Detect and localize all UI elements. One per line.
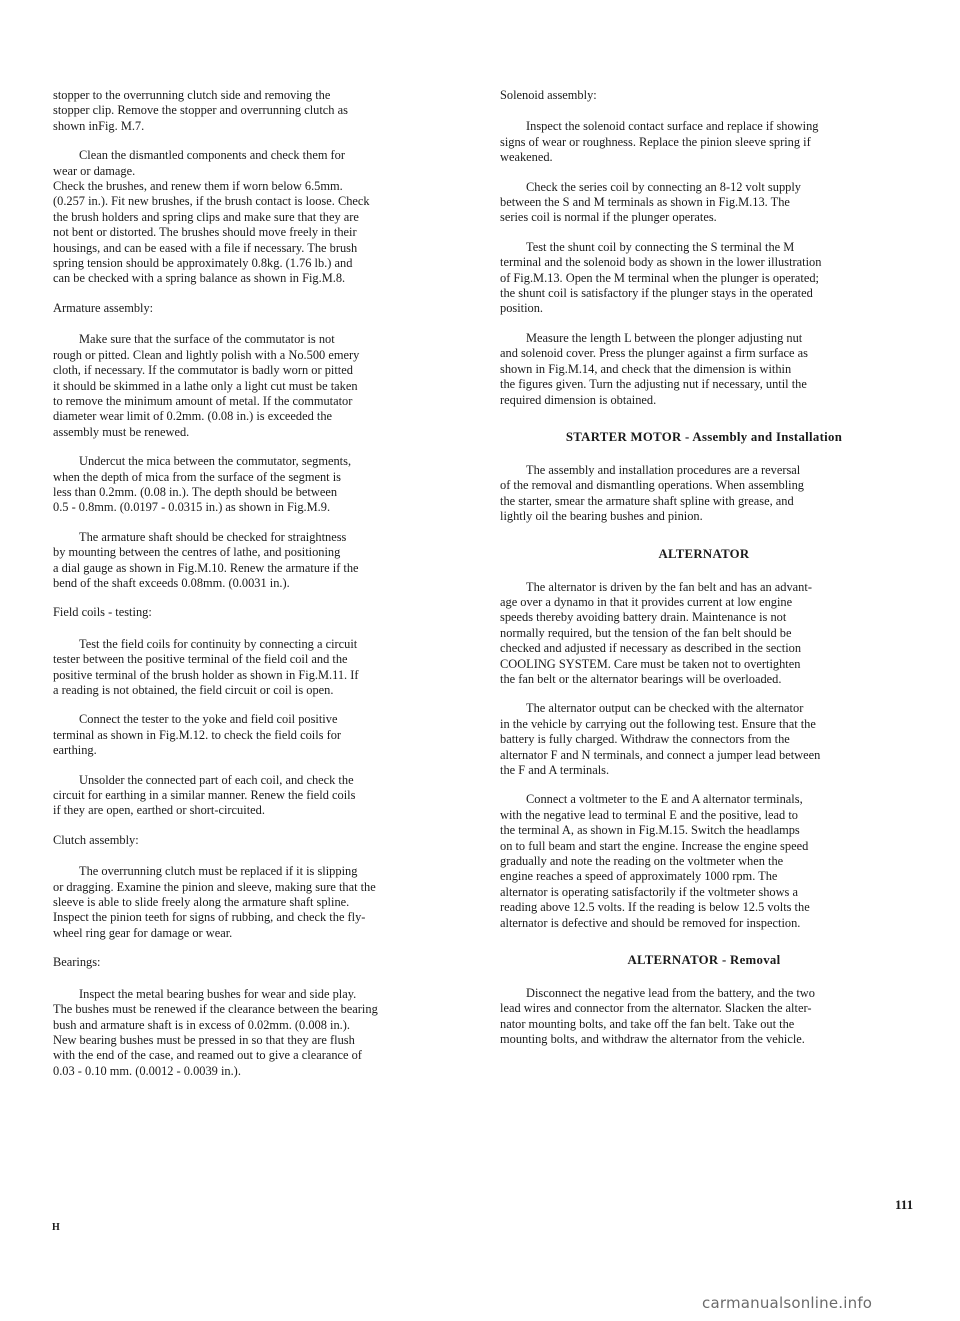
section-heading-title: ALTERNATOR: [627, 953, 719, 968]
subsection-label: Field coils - testing:: [53, 605, 152, 620]
footer-mark: H: [52, 1222, 60, 1233]
left-column: [53, 88, 463, 1093]
right-column: [500, 88, 908, 1062]
paragraph: Make sure that the surface of the commutator is not rough or pitted. Clean and lightly polish with a No.500 emery cloth, if necessary. If the commutator is badly worn or pitted it should be skimmed in a lathe only a light cut must be taken to remove the minimum amount of metal. If the commutator diameter wear limit of 0.2mm. (0.08 in.) is exceeded the assembly must be renewed.: [53, 332, 360, 439]
page-number: 111: [895, 1197, 914, 1212]
watermark-link[interactable]: carmanualsonline.info: [702, 1294, 873, 1312]
paragraph: The alternator is driven by the fan belt and has an advant- age over a dynamo in that it provides current at low engine speeds thereby avoiding battery drain. Maintenance is not normally required, but the tension of the fan belt should be checked and adjusted if necessary as described in the section COOLING SYSTEM. Care must be taken not to overtighten the fan belt or the alternator bearings will be overloaded.: [500, 579, 812, 686]
paragraph: The overrunning clutch must be replaced if it is slipping or dragging. Examine the pinion and sleeve, making sure that the sleeve is able to slide freely along the armature shaft spline. Inspect the pinion teeth for signs of rubbing, and check the fly- wheel ring gear for damage or wear.: [53, 864, 376, 940]
paragraph: Clean the dismantled components and check them for wear or damage. Check the brushes, and renew them if worn below 6.5mm. (0.257 in.). Fit new brushes, if the brush contact is loose. Check the brush holders and spring clips and make sure that they are not bent or distorted. The brushes should move freely in their housings, and can be eased with a file if necessary. The brush spring tension should be approximately 0.8kg. (1.76 lb.) and can be checked with a spring balance as shown in Fig.M.8.: [53, 148, 370, 286]
section-heading: [500, 430, 908, 445]
subsection-label: Clutch assembly:: [53, 832, 139, 847]
section-heading: [500, 953, 908, 968]
paragraph: The assembly and installation procedures are a reversal of the removal and dismantling operations. When assembling the starter, smear the armature shaft spline with grease, and lightly oil the bearing bushes and pinion.: [500, 462, 804, 524]
paragraph: The armature shaft should be checked for straightness by mounting between the centres of lathe, and positioning a dial gauge as shown in Fig.M.10. Renew the armature if the bend of the shaft exceeds 0.08mm. (0.0031 in.).: [53, 529, 359, 590]
paragraph: Unsolder the connected part of each coil, and check the circuit for earthing in a similar manner. Renew the field coils if they are open, earthed or short-circuited.: [53, 772, 356, 818]
section-heading-subtitle: - Assembly and Installation: [681, 429, 843, 444]
paragraph: Test the shunt coil by connecting the S terminal the M terminal and the solenoid body as shown in the lower illustration of Fig.M.13. Open the M terminal when the plunger is operated; the shunt coil is satisfactory if the plunger stays in the operated position.: [500, 239, 822, 316]
paragraph: Inspect the metal bearing bushes for wear and side play. The bushes must be renewed if the clearance between the bearing bush and armature shaft is in excess of 0.02mm. (0.008 in.). New bearing bushes must be pressed in so that they are flush with the end of the case, and reamed out to give a clearance of 0.03 - 0.10 mm. (0.0012 - 0.0039 in.).: [53, 986, 378, 1078]
section-heading-subtitle: - Removal: [718, 953, 781, 968]
paragraph: Inspect the solenoid contact surface and replace if showing signs of wear or roughness. Replace the pinion sleeve spring if weakened.: [500, 119, 819, 165]
paragraph: Test the field coils for continuity by connecting a circuit tester between the positive terminal of the field coil and the positive terminal of the brush holder as shown in Fig.M.11. If a reading is not obtained, the field circuit or coil is open.: [53, 636, 359, 697]
section-heading-title: ALTERNATOR: [658, 546, 750, 561]
paragraph: Measure the length L between the plonger adjusting nut and solenoid cover. Press the plunger against a firm surface as shown in Fig.M.14, and check that the dimension is within the figures given. Turn the adjusting nut if necessary, until the required dimension is obtained.: [500, 330, 808, 407]
subsection-label: Solenoid assembly:: [500, 88, 597, 102]
subsection-label: Bearings:: [53, 955, 101, 970]
paragraph: Undercut the mica between the commutator, segments, when the depth of mica from the surface of the segment is less than 0.2mm. (0.08 in.). The depth should be between 0.5 - 0.8mm. (0.0197 - 0.0315 in.) as shown in Fig.M.9.: [53, 454, 352, 515]
paragraph: Check the series coil by connecting an 8-12 volt supply between the S and M terminals as shown in Fig.M.13. The series coil is normal if the plunger operates.: [500, 179, 801, 225]
section-heading: [500, 547, 908, 562]
paragraph: The alternator output can be checked with the alternator in the vehicle by carrying out the following test. Ensure that the battery is fully charged. Withdraw the connectors from the alternator F and N terminals, and connect a jumper lead between the F and A terminals.: [500, 701, 821, 777]
paragraph: Connect a voltmeter to the E and A alternator terminals, with the negative lead to terminal E and the positive, lead to the terminal A, as shown in Fig.M.15. Switch the headlamps on to full beam and start the engine. Increase the engine speed gradually and note the reading on the voltmeter when the engine reaches a speed of approximately 1000 rpm. The alternator is operating satisfactorily if the voltmeter shows a reading above 12.5 volts. If the reading is below 12.5 volts the alternator is defective and should be removed for inspection.: [500, 792, 810, 930]
paragraph: stopper to the overrunning clutch side and removing the stopper clip. Remove the stopper and overrunning clutch as shown inFig. M.7.: [53, 88, 348, 133]
subsection-label: Armature assembly:: [53, 300, 154, 315]
paragraph: Disconnect the negative lead from the battery, and the two lead wires and connector from the alternator. Slacken the alter- nator mounting bolts, and take off the fan belt. Take out the mounting bolts, and withdraw the alternator from the vehicle.: [500, 986, 815, 1047]
paragraph: Connect the tester to the yoke and field coil positive terminal as shown in Fig.M.12. to check the field coils for earthing.: [53, 712, 342, 758]
section-heading-title: STARTER MOTOR: [565, 429, 682, 444]
